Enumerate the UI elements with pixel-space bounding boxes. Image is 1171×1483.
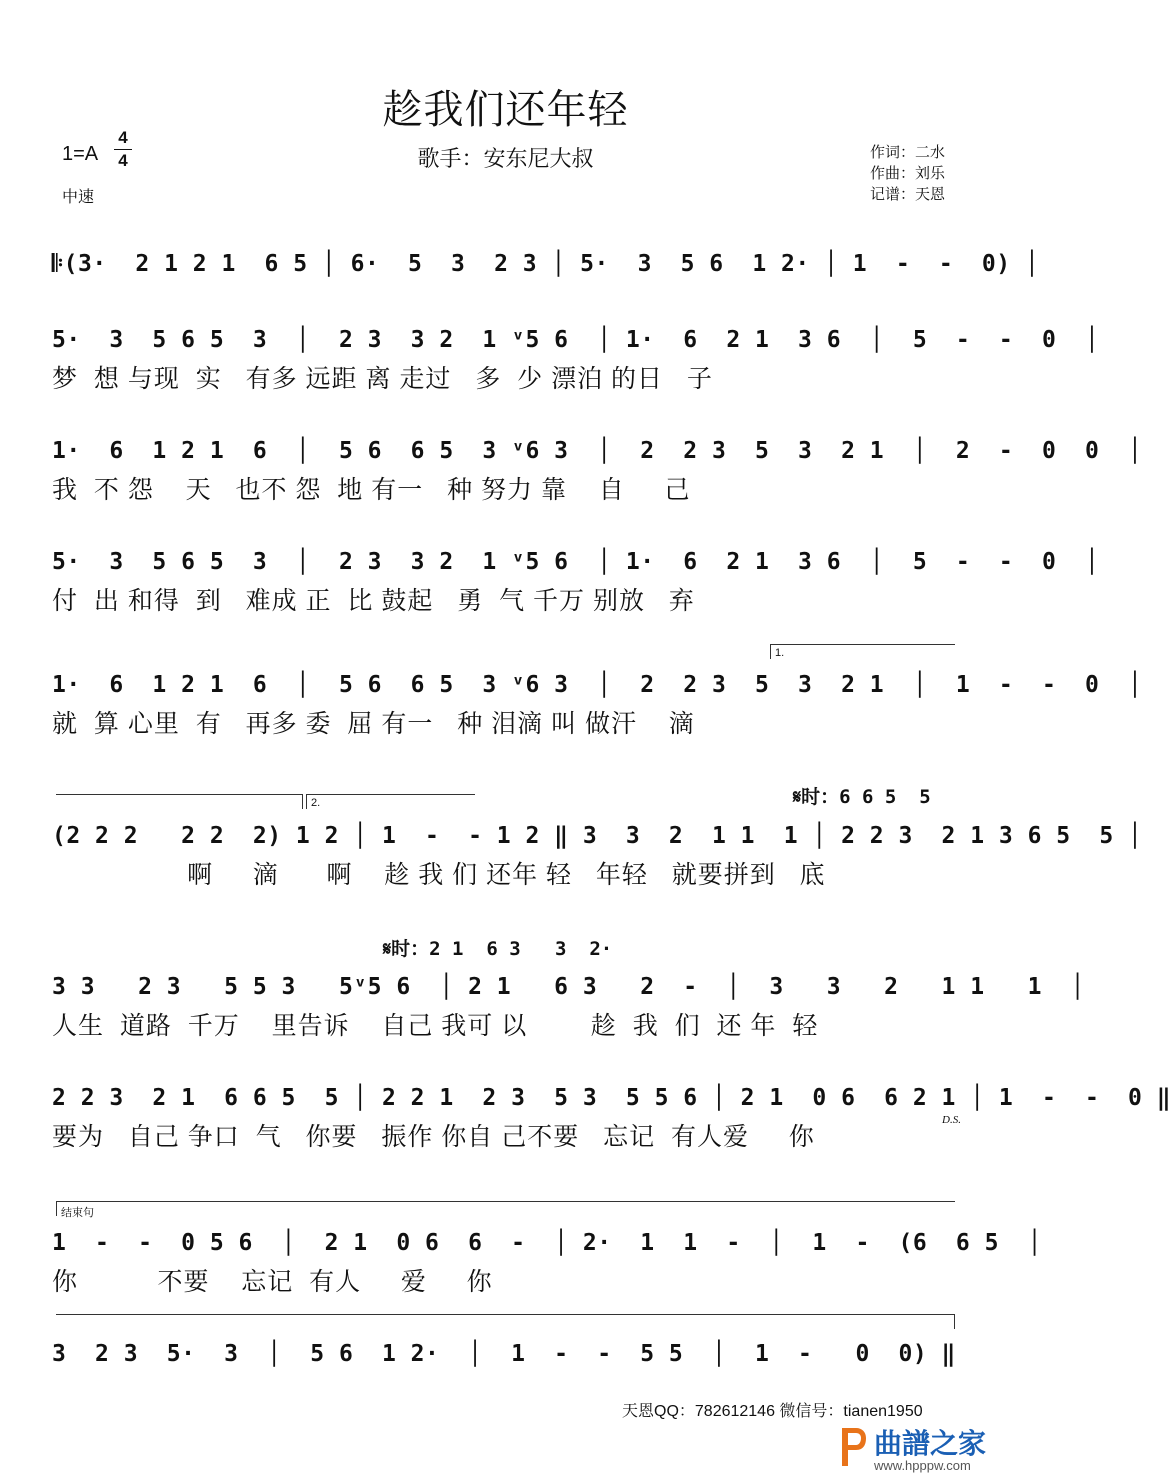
volta-first-ending-continued (56, 794, 303, 809)
transcriber: 记谱：天恩 (870, 186, 946, 203)
ending-bracket-continued (56, 1314, 955, 1329)
notes-line: 3 3 2 3 5 5 3 5ᵛ5 6 │ 2 1 6 3 2 - │ 3 3 2 1 1 1 │ (52, 974, 1085, 1000)
lyrics-line: 就 算 心里 有 再多 委 屈 有一 种 泪滴 叫 做汗 滴 (52, 710, 695, 738)
lyrics-line: 付 出 和得 到 难成 正 比 鼓起 勇 气 千万 别放 弃 (52, 587, 695, 615)
segno-cue-2: 𝄋时：2 1 6 3 3 2· (383, 938, 613, 960)
volta-second-ending (306, 794, 475, 809)
notes-line: 5· 3 5 6 5 3 │ 2 3 3 2 1 ᵛ5 6 │ 1· 6 2 1 3 6 │ 5 - - 0 │ (52, 549, 1100, 575)
notes-line: 5· 3 5 6 5 3 │ 2 3 3 2 1 ᵛ5 6 │ 1· 6 2 1 3 6 │ 5 - - 0 │ (52, 327, 1100, 353)
ending-bracket (56, 1201, 955, 1219)
notes-line: 3 2 3 5· 3 │ 5 6 1 2· │ 1 - - 5 5 │ 1 - 0 0) ‖ (52, 1341, 956, 1367)
notes-line: 𝄆(3· 2 1 2 1 6 5 │ 6· 5 3 2 3 │ 5· 3 5 6 1 2· │ 1 - - 0) │ (52, 251, 1040, 277)
notes-line: 2 2 3 2 1 6 6 5 5 │ 2 2 1 2 3 5 3 5 5 6 │ 2 1 0 6 6 2 1 │ 1 - - 0 ‖ (52, 1085, 1171, 1111)
volta-first-label: 1. (775, 647, 785, 659)
ending-label: 结束句 (61, 1207, 94, 1219)
site-brand: 曲譜之家 (874, 1427, 987, 1460)
key-signature: 1=A (62, 143, 99, 165)
singer-line: 歌手：安东尼大叔 (417, 146, 594, 171)
site-logo (836, 1420, 1006, 1478)
ds-marking: D.S. (942, 1114, 961, 1126)
credits (870, 142, 945, 205)
score-title: 趁我们还年轻 (382, 88, 629, 132)
time-signature-bottom: 4 (118, 151, 128, 170)
volta-first-ending (770, 644, 955, 659)
site-url: www.hpppw.com (874, 1458, 971, 1473)
composer: 作曲：刘乐 (870, 165, 946, 182)
lyrics-line: 梦 想 与现 实 有多 远距 离 走过 多 少 漂泊 的日 子 (52, 365, 713, 393)
segno-cue-1: 𝄋时：6 6 5 5 (793, 786, 931, 808)
notes-line: 1 - - 0 5 6 │ 2 1 0 6 6 - │ 2· 1 1 - │ 1 - (6 6 5 │ (52, 1230, 1042, 1256)
lyrics-line: 要为 自己 争口 气 你要 振作 你自 己不要 忘记 有人爱 你 (52, 1123, 815, 1151)
notes-line: (2 2 2 2 2 2) 1 2 │ 1 - - 1 2 ‖ 3 3 2 1 1 1 │ 2 2 3 2 1 3 6 5 5 │ (52, 823, 1143, 849)
time-signature-divider (114, 149, 132, 150)
lyrics-line: 你 不要 忘记 有人 爱 你 (52, 1268, 493, 1296)
notes-line: 1· 6 1 2 1 6 │ 5 6 6 5 3 ᵛ6 3 │ 2 2 3 5 3 2 1 │ 2 - 0 0 │ (52, 438, 1143, 464)
notes-line: 1· 6 1 2 1 6 │ 5 6 6 5 3 ᵛ6 3 │ 2 2 3 5 3 2 1 │ 1 - - 0 │ (52, 672, 1143, 698)
time-signature (112, 128, 134, 171)
lyricist: 作词：二水 (870, 144, 946, 161)
lyrics-line: 我 不 怨 天 也不 怨 地 有一 种 努力 靠 自 己 (52, 476, 691, 504)
logo-mark-icon (838, 1424, 868, 1470)
tempo-marking: 中速 (62, 189, 95, 206)
lyrics-line: 人生 道路 千万 里告诉 自己 我可 以 趁 我 们 还 年 轻 (52, 1012, 819, 1040)
time-signature-top: 4 (118, 128, 128, 147)
lyrics-line: 啊 滴 啊 趁 我 们 还年 轻 年轻 就要拼到 底 (52, 861, 826, 889)
volta-second-label: 2. (311, 797, 321, 809)
contact-info: 天恩QQ：782612146 微信号：tianen1950 (622, 1403, 923, 1420)
